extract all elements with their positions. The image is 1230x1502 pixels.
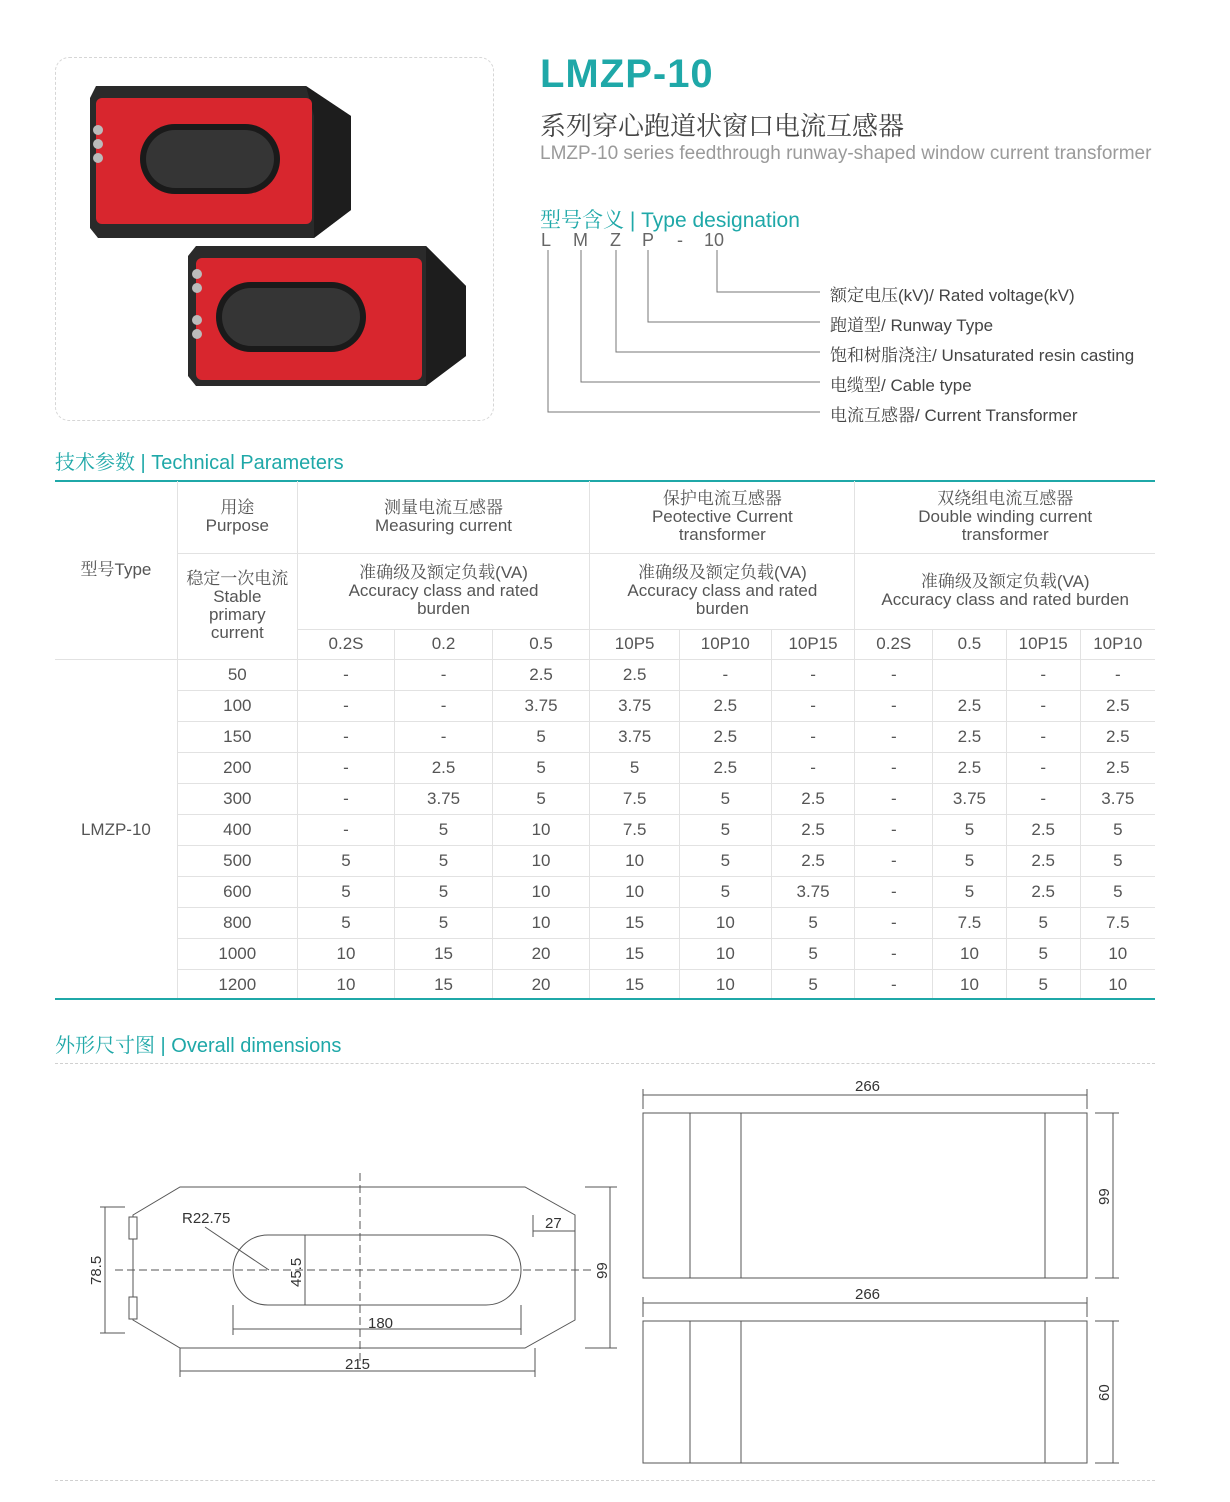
value-cell: 2.5 (590, 659, 680, 690)
product-photo (55, 57, 494, 421)
protective-acc-cn: 准确级及额定负载(VA) (638, 563, 807, 582)
accuracy-class-cell: 0.5 (933, 629, 1007, 659)
value-cell: - (297, 659, 395, 690)
value-cell: 5 (297, 876, 395, 907)
dim-side-width: 266 (855, 1286, 881, 1303)
value-cell: 2.5 (933, 721, 1007, 752)
value-cell: - (395, 659, 493, 690)
purpose-en: Purpose (205, 515, 269, 535)
value-cell: 2.5 (1006, 845, 1080, 876)
value-cell: - (771, 690, 855, 721)
code-letter-l: L (541, 230, 552, 250)
value-cell: - (855, 969, 933, 1000)
value-cell: 2.5 (933, 690, 1007, 721)
measuring-accuracy-header (297, 553, 590, 629)
value-cell: 7.5 (1080, 907, 1155, 938)
value-cell: 15 (590, 969, 680, 1000)
technical-parameters-table (55, 481, 1155, 1000)
value-cell: - (297, 721, 395, 752)
current-cell: 600 (177, 876, 297, 907)
current-cell: 200 (177, 752, 297, 783)
value-cell: 10 (679, 907, 771, 938)
value-cell: 2.5 (1006, 814, 1080, 845)
value-cell: - (855, 876, 933, 907)
value-cell: - (1006, 659, 1080, 690)
accuracy-class-cell: 0.2S (855, 629, 933, 659)
value-cell: 5 (395, 845, 493, 876)
table-row (55, 938, 1155, 969)
value-cell: 10 (492, 876, 590, 907)
value-cell: 2.5 (1006, 876, 1080, 907)
value-cell: 5 (679, 845, 771, 876)
value-cell: 10 (1080, 938, 1155, 969)
value-cell: - (1006, 752, 1080, 783)
code-letter-p: P (642, 230, 655, 250)
value-cell: - (855, 907, 933, 938)
table-row (55, 690, 1155, 721)
value-cell: 2.5 (1080, 690, 1155, 721)
table-row (55, 721, 1155, 752)
accuracy-class-cell: 10P10 (1080, 629, 1155, 659)
value-cell: 5 (1006, 969, 1080, 1000)
double-winding-group-header (855, 481, 1155, 553)
type-header: 型号Type (55, 481, 177, 659)
value-cell: - (771, 752, 855, 783)
value-cell: 15 (395, 969, 493, 1000)
measuring-acc-en: Accuracy class and rated burden (348, 581, 539, 618)
table-bottom-rule (55, 998, 1155, 1000)
value-cell: 5 (679, 876, 771, 907)
value-cell: - (395, 690, 493, 721)
value-cell: - (771, 659, 855, 690)
value-cell: - (771, 721, 855, 752)
value-cell: 5 (297, 845, 395, 876)
value-cell: 2.5 (1080, 721, 1155, 752)
dim-slot-height: 45.5 (288, 1257, 305, 1287)
value-cell: 5 (1006, 938, 1080, 969)
code-letter-z: Z (610, 230, 621, 250)
accuracy-class-cell: 10P15 (1006, 629, 1080, 659)
value-cell: - (855, 938, 933, 969)
accuracy-class-cell: 0.2S (297, 629, 395, 659)
value-cell (933, 659, 1007, 690)
value-cell: 2.5 (933, 752, 1007, 783)
double-winding-en: Double winding current transformer (918, 506, 1093, 544)
value-cell: 5 (771, 907, 855, 938)
value-cell: 5 (395, 814, 493, 845)
model-title: LMZP-10 (540, 52, 714, 96)
value-cell: 15 (590, 907, 680, 938)
double-acc-cn: 准确级及额定负载(VA) (920, 572, 1090, 591)
value-cell: 5 (1080, 876, 1155, 907)
dim-end: 27 (545, 1215, 562, 1232)
legend-cable-type: 电缆型/ Cable type (830, 376, 972, 395)
value-cell: 2.5 (1080, 752, 1155, 783)
value-cell: 5 (492, 721, 590, 752)
code-dash: - (677, 230, 683, 250)
value-cell: 3.75 (395, 783, 493, 814)
value-cell: 3.75 (1080, 783, 1155, 814)
double-winding-accuracy-header (855, 553, 1155, 629)
value-cell: 10 (492, 845, 590, 876)
value-cell: 5 (590, 752, 680, 783)
dimension-drawing (55, 1065, 1155, 1480)
value-cell: - (855, 659, 933, 690)
value-cell: - (297, 783, 395, 814)
value-cell: 5 (1080, 814, 1155, 845)
double-winding-cn: 双绕组电流互感器 (937, 488, 1074, 508)
protective-group-header (590, 481, 855, 553)
value-cell: - (855, 783, 933, 814)
type-designation-heading: 型号含义 | Type designation (540, 209, 800, 232)
value-cell: - (855, 845, 933, 876)
value-cell: 5 (297, 907, 395, 938)
current-cell: 100 (177, 690, 297, 721)
value-cell: 3.75 (492, 690, 590, 721)
value-cell: 5 (1006, 907, 1080, 938)
protective-accuracy-header (590, 553, 855, 629)
legend-runway-type: 跑道型/ Runway Type (830, 316, 994, 335)
value-cell: 2.5 (395, 752, 493, 783)
value-cell: - (1006, 690, 1080, 721)
value-cell: 5 (395, 876, 493, 907)
protective-en: Peotective Current transformer (651, 506, 793, 544)
value-cell: 2.5 (679, 721, 771, 752)
dim-side-height: 60 (1096, 1384, 1113, 1401)
value-cell: 2.5 (771, 783, 855, 814)
value-cell: 20 (492, 969, 590, 1000)
legend-current-transformer: 电流互感器/ Current Transformer (830, 406, 1078, 425)
stable-cn: 稳定一次电流 (186, 569, 289, 588)
value-cell: 3.75 (933, 783, 1007, 814)
value-cell: - (679, 659, 771, 690)
value-cell: 2.5 (679, 752, 771, 783)
legend-rated-voltage: 额定电压(kV)/ Rated voltage(kV) (830, 286, 1075, 305)
value-cell: 3.75 (590, 690, 680, 721)
value-cell: - (1080, 659, 1155, 690)
value-cell: 10 (933, 938, 1007, 969)
value-cell: 15 (590, 938, 680, 969)
value-cell: 5 (771, 969, 855, 1000)
double-acc-en: Accuracy class and rated burden (881, 590, 1130, 609)
dim-top-height: 99 (1096, 1188, 1113, 1205)
table-row (55, 659, 1155, 690)
value-cell: 5 (679, 783, 771, 814)
transformer-image (56, 58, 493, 420)
value-cell: 10 (492, 907, 590, 938)
accuracy-class-cell: 0.5 (492, 629, 590, 659)
table-row (55, 783, 1155, 814)
value-cell: - (297, 752, 395, 783)
value-cell: 2.5 (679, 690, 771, 721)
accuracy-class-cell: 10P5 (590, 629, 680, 659)
table-row (55, 845, 1155, 876)
dim-body-length: 215 (345, 1356, 371, 1373)
value-cell: 10 (590, 845, 680, 876)
model-cell: LMZP-10 (55, 659, 177, 1000)
value-cell: 15 (395, 938, 493, 969)
measuring-group-header (297, 481, 590, 553)
accuracy-class-cell: 10P10 (679, 629, 771, 659)
subtitle-english: LMZP-10 series feedthrough runway-shaped window current transformer (540, 143, 1152, 164)
dim-right-height: 99 (594, 1262, 611, 1279)
current-cell: 500 (177, 845, 297, 876)
value-cell: - (855, 814, 933, 845)
subtitle-chinese: 系列穿心跑道状窗口电流互感器 (540, 111, 905, 141)
accuracy-class-cell: 10P15 (771, 629, 855, 659)
dim-slot-length: 180 (368, 1315, 394, 1332)
dim-radius: R22.75 (182, 1210, 231, 1227)
current-cell: 400 (177, 814, 297, 845)
value-cell: 5 (933, 814, 1007, 845)
value-cell: 5 (933, 876, 1007, 907)
value-cell: 5 (492, 783, 590, 814)
current-cell: 800 (177, 907, 297, 938)
table-row (55, 752, 1155, 783)
purpose-header (177, 481, 297, 553)
value-cell: 10 (590, 876, 680, 907)
value-cell: 2.5 (492, 659, 590, 690)
measuring-en: Measuring current (375, 515, 513, 535)
current-cell: 150 (177, 721, 297, 752)
stable-current-header (177, 553, 297, 659)
table-row (55, 969, 1155, 1000)
value-cell: - (297, 814, 395, 845)
value-cell: - (1006, 783, 1080, 814)
designation-leader-lines (530, 250, 830, 420)
value-cell: 7.5 (933, 907, 1007, 938)
dimensions-bottom-divider (55, 1480, 1155, 1481)
value-cell: 10 (933, 969, 1007, 1000)
value-cell: 2.5 (771, 814, 855, 845)
table-row (55, 876, 1155, 907)
table-row (55, 907, 1155, 938)
overall-dimensions-heading: 外形尺寸图 | Overall dimensions (55, 1035, 342, 1057)
value-cell: - (1006, 721, 1080, 752)
value-cell: 10 (297, 969, 395, 1000)
protective-acc-en: Accuracy class and rated burden (627, 581, 818, 618)
value-cell: 7.5 (590, 783, 680, 814)
value-cell: - (395, 721, 493, 752)
measuring-acc-cn: 准确级及额定负载(VA) (359, 563, 528, 582)
value-cell: - (855, 690, 933, 721)
value-cell: 5 (492, 752, 590, 783)
current-cell: 1000 (177, 938, 297, 969)
value-cell: 10 (679, 969, 771, 1000)
current-cell: 300 (177, 783, 297, 814)
dim-top-width: 266 (855, 1078, 881, 1095)
protective-cn: 保护电流互感器 (662, 488, 782, 508)
value-cell: - (855, 752, 933, 783)
value-cell: 10 (1080, 969, 1155, 1000)
value-cell: - (297, 690, 395, 721)
stable-en: Stable primary current (208, 587, 266, 642)
code-voltage: 10 (704, 230, 725, 250)
dim-left-height: 78.5 (88, 1255, 105, 1285)
value-cell: 5 (1080, 845, 1155, 876)
value-cell: - (855, 721, 933, 752)
current-cell: 1200 (177, 969, 297, 1000)
current-cell: 50 (177, 659, 297, 690)
value-cell: 5 (771, 938, 855, 969)
value-cell: 10 (492, 814, 590, 845)
accuracy-class-cell: 0.2 (395, 629, 493, 659)
value-cell: 3.75 (590, 721, 680, 752)
technical-parameters-heading: 技术参数 | Technical Parameters (55, 452, 344, 474)
value-cell: 20 (492, 938, 590, 969)
value-cell: 5 (395, 907, 493, 938)
value-cell: 7.5 (590, 814, 680, 845)
dimensions-top-divider (55, 1063, 1155, 1064)
table-row (55, 814, 1155, 845)
value-cell: 5 (679, 814, 771, 845)
legend-resin-casting: 饱和树脂浇注/ Unsaturated resin casting (830, 346, 1135, 365)
value-cell: 5 (933, 845, 1007, 876)
purpose-cn: 用途 (220, 497, 255, 517)
measuring-cn: 测量电流互感器 (384, 497, 504, 517)
value-cell: 10 (679, 938, 771, 969)
value-cell: 3.75 (771, 876, 855, 907)
code-letter-m: M (573, 230, 588, 250)
value-cell: 10 (297, 938, 395, 969)
value-cell: 2.5 (771, 845, 855, 876)
